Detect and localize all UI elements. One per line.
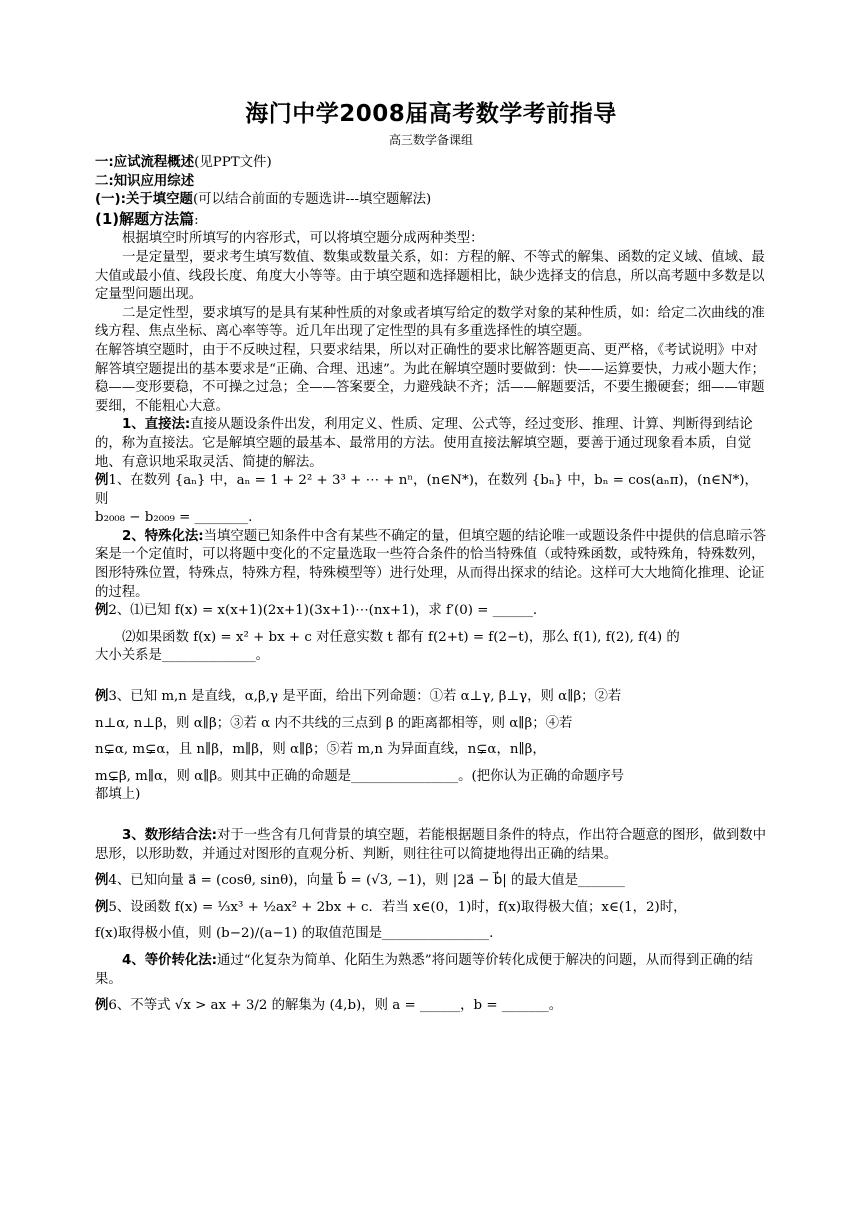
method-specialization-heading: 2、特殊化法: [122, 528, 204, 544]
example-3-line-2: n⊥α, n⊥β，则 α∥β；③若 α 内不共线的三点到 β 的距离都相等，则 α∥β；④若 [95, 715, 573, 731]
example-6-line-1: 6、不等式 √x > ax + 3/2 的解集为 (4,b)，则 a = ______，b = _______。 [108, 998, 563, 1014]
example-6 [95, 997, 767, 1016]
paragraph-type-quantitative: 一是定量型，要求考生填写数值、数集或数量关系，如：方程的解、不等式的解集、函数的定义域、值域、最大值或最小值、线段长度、角度大小等等。由于填空题和选择题相比，缺少选择支的信息，所以高考题中多数是以定量型问题出现。 [95, 249, 765, 303]
example-6-label: 例 [95, 998, 109, 1014]
section-heading-4-label: (1)解题方法篇 [95, 209, 195, 228]
method-graphical-heading: 3、数形结合法: [122, 828, 218, 843]
section-heading-1 [95, 154, 767, 173]
example-2-line-1: 2、⑴已知 f(x) = x(x+1)(2x+1)(3x+1)⋯(nx+1)，求 f′(0) = ______. [108, 603, 538, 619]
section-heading-1-note: (见PPT文件) [194, 155, 272, 170]
method-equivalent-heading: 4、等价转化法: [122, 952, 218, 968]
example-2-label: 例 [95, 603, 109, 619]
method-direct-heading: 1、直接法: [122, 417, 191, 433]
example-3-line-1: 3、已知 m,n 是直线，α,β,γ 是平面，给出下列命题：①若 α⊥γ, β⊥γ，则 α∥β；②若 [108, 689, 622, 705]
example-3-line-3: n⊊α, m⊊α，且 n∥β，m∥β，则 α∥β；⑤若 m,n 为异面直线，n⊊α，n∥β， [95, 742, 546, 758]
page-title: 海门中学2008届高考数学考前指导 [245, 101, 617, 127]
paragraph-intro: 根据填空时所填写的内容形式，可以将填空题分成两种类型： [122, 231, 484, 247]
document-page [95, 95, 767, 1016]
example-1 [95, 472, 767, 509]
example-3-line-4: m⊊β, m∥α，则 α∥β。则其中正确的命题是________________。(把你认为正确的命题序号 [95, 768, 625, 784]
example-3-line-5: 都填上) [95, 787, 141, 803]
example-3 [95, 688, 767, 707]
example-1-line-2: b₂₀₀₈ − b₂₀₀₉ = ________. [95, 510, 253, 526]
example-4 [95, 872, 767, 891]
section-heading-3-label: (一):关于填空题 [95, 192, 193, 208]
example-5-label: 例 [95, 899, 109, 915]
example-5-line-2: f(x)取得极小值，则 (b−2)/(a−1) 的取值范围是________________. [95, 926, 494, 942]
method-specialization [95, 528, 767, 602]
page-subtitle: 高三数学备课组 [388, 133, 473, 147]
method-direct-body: 直接从题设条件出发，利用定义、性质、定理、公式等，经过变形、推理、计算、判断得到结论的，称为直接法。它是解填空题的最基本、最常用的方法。使用直接法解填空题，要善于通过现象看本质，自觉地、有意识地采取灵活、简捷的解法。 [95, 417, 753, 470]
method-equivalent [95, 952, 767, 989]
example-1-label: 例 [95, 473, 109, 489]
example-5 [95, 899, 767, 918]
example-1-line-1: 1、在数列 {aₙ} 中，aₙ = 1 + 2² + 3³ + ⋯ + nⁿ，(n∈N*)，在数列 {bₙ} 中，bₙ = cos(aₙπ)，(n∈N*)，则 [95, 473, 758, 507]
paragraph-requirements: 在解答填空题时，由于不反映过程，只要求结果，所以对正确性的要求比解答题更高、更严格，《考试说明》中对解答填空题提出的基本要求是“正确、合理、迅速”。为此在解填空题时要做到：快——运算要快，力戒小题大作；稳——变形要稳，不可操之过急；全——答案要全，力避残缺不齐；活——解题要活，不要生搬硬套；细——审题要细，不能粗心大意。 [95, 342, 765, 414]
section-heading-1-label: 一:应试流程概述 [95, 155, 195, 170]
example-2 [95, 602, 767, 621]
method-equivalent-body: 通过“化复杂为简单、化陌生为熟悉”将问题等价转化成便于解决的问题，从而得到正确的结果。 [95, 952, 753, 987]
example-4-label: 例 [95, 873, 109, 889]
section-heading-2-label: 二:知识应用综述 [95, 173, 195, 189]
example-4-line-1: 4、已知向量 a⃗ = (cosθ, sinθ)，向量 b⃗ = (√3, −1)，则 |2a⃗ − b⃗| 的最大值是_______ [108, 873, 625, 889]
example-2-line-3: 大小关系是______________。 [95, 648, 270, 664]
section-heading-3 [95, 191, 767, 210]
section-heading-4-colon: : [194, 212, 199, 228]
example-3-label: 例 [95, 689, 109, 705]
method-graphical [95, 827, 767, 864]
example-2-line-2: ⑵如果函数 f(x) = x² + bx + c 对任意实数 t 都有 f(2+t) = f(2−t)，那么 f(1), f(2), f(4) 的 [122, 629, 680, 645]
section-heading-4 [95, 210, 767, 231]
method-direct [95, 416, 767, 472]
section-heading-2 [95, 173, 767, 192]
section-heading-3-note: (可以结合前面的专题选讲---填空题解法) [192, 192, 432, 208]
paragraph-type-qualitative: 二是定性型，要求填写的是具有某种性质的对象或者填写给定的数学对象的某种性质，如：给定二次曲线的准线方程、焦点坐标、离心率等等。近几年出现了定性型的具有多重选择性的填空题。 [95, 305, 765, 340]
example-5-line-1: 5、设函数 f(x) = ⅓x³ + ½ax² + 2bx + c．若当 x∈(0，1)时，f(x)取得极大值；x∈(1，2)时， [108, 899, 687, 915]
method-specialization-body: 当填空题已知条件中含有某些不确定的量，但填空题的结论唯一或题设条件中提供的信息暗示答案是一个定值时，可以将题中变化的不定量选取一些符合条件的恰当特殊值（或特殊函数，或特殊角，特殊数列，图形特殊位置，特殊点，特殊方程，特殊模型等）进行处理，从而得出探求的结论。这样可大大地简化推理、论证的过程。 [95, 528, 767, 600]
method-graphical-body: 对于一些含有几何背景的填空题，若能根据题目条件的特点，作出符合题意的图形，做到数中思形，以形助数，并通过对图形的直观分析、判断，则往往可以简捷地得出正确的结果。 [95, 828, 767, 862]
